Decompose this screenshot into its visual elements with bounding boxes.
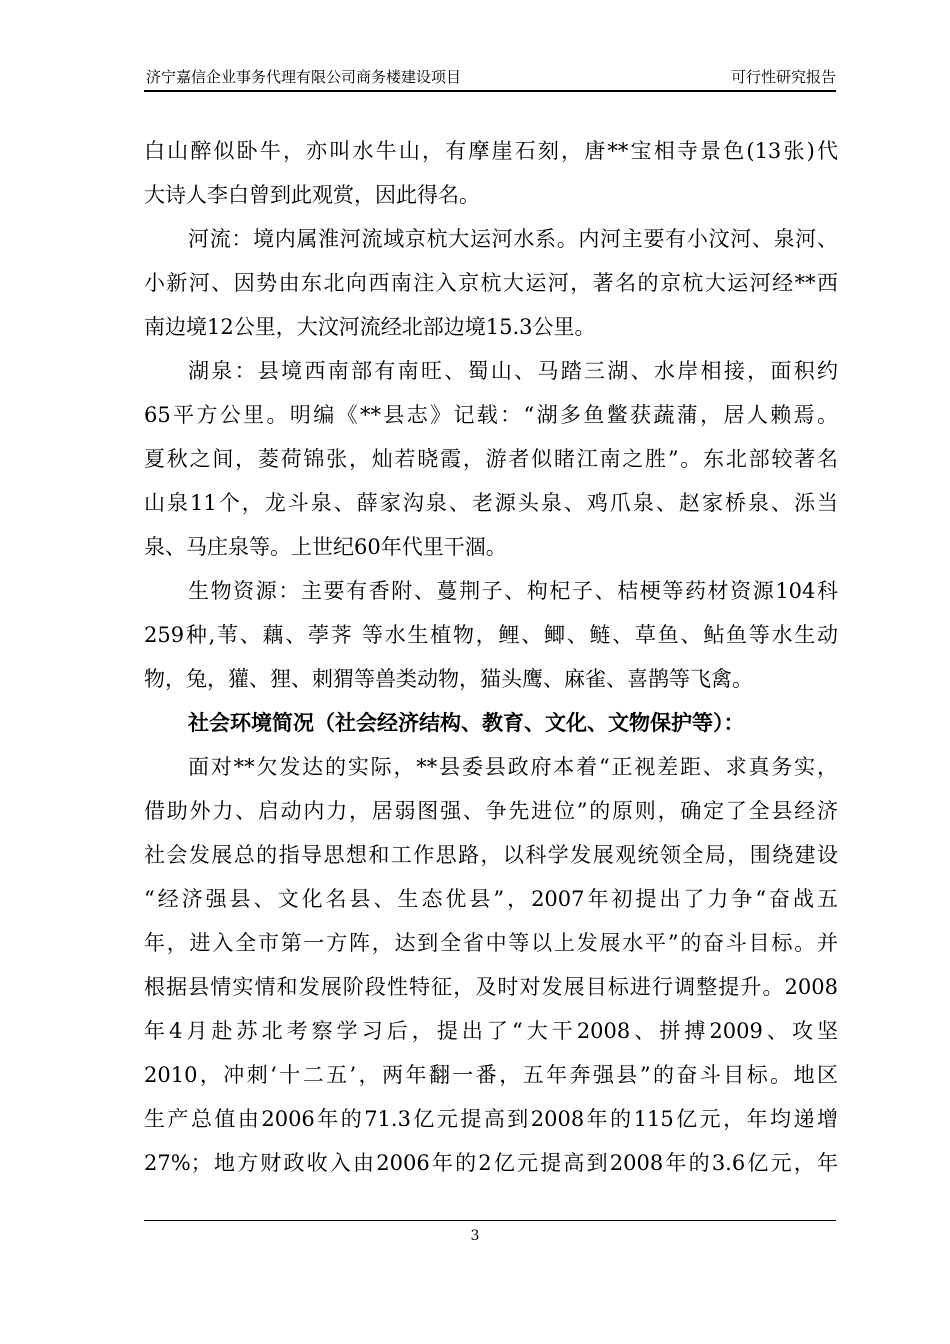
text-line: “经济强县、文化名县、生态优县”，2007年初提出了力争“奋战五 [144,887,838,911]
text-line: 山泉11个，龙斗泉、薛家沟泉、老源头泉、鸡爪泉、赵家桥泉、泺当 [144,491,838,515]
text-line: 根据县情实情和发展阶段性特征，及时对发展目标进行调整提升。2008 [144,975,838,999]
text-line: 面对**欠发达的实际，**县委县政府本着“正视差距、求真务实， [188,755,838,779]
document-body [144,129,838,1185]
page-number: 3 [470,1228,480,1244]
text-line: 259种,苇、藕、荸荠 等水生植物，鲤、鲫、鲢、草鱼、鲇鱼等水生动 [144,623,838,647]
footer-divider [144,1220,836,1221]
text-line: 白山醉似卧牛，亦叫水牛山，有摩崖石刻，唐**宝相寺景色(13张)代 [144,139,838,163]
text-line: 小新河、因势由东北向西南注入京杭大运河，著名的京杭大运河经**西 [144,271,838,295]
text-line: 65平方公里。明编《**县志》记载：“湖多鱼鳖获蔬蒲，居人赖焉。 [144,403,838,427]
text-line: 生产总值由2006年的71.3亿元提高到2008年的115亿元，年均递增 [144,1107,838,1131]
text-line: 夏秋之间，菱荷锦张，灿若晓霞，游者似睹江南之胜”。东北部较著名 [144,447,838,471]
text-line: 2010，冲刺‘十二五’，两年翻一番，五年奔强县”的奋斗目标。地区 [144,1063,838,1087]
text-line: 借助外力、启动内力，居弱图强、争先进位”的原则，确定了全县经济 [144,799,838,823]
text-line: 年4月赴苏北考察学习后，提出了“大干2008、拼搏2009、攻坚 [144,1019,838,1043]
text-line: 湖泉：县境西南部有南旺、蜀山、马踏三湖、水岸相接，面积约 [188,359,838,383]
text-line: 南边境12公里，大汶河流经北部边境15.3公里。 [144,315,596,339]
section-heading: 社会环境简况（社会经济结构、教育、文化、文物保护等）： [188,710,745,735]
text-line: 社会发展总的指导思想和工作思路，以科学发展观统领全局，围绕建设 [144,843,838,867]
text-line: 河流：境内属淮河流域京杭大运河水系。内河主要有小汶河、泉河、 [188,227,838,251]
text-line: 27%；地方财政收入由2006年的2亿元提高到2008年的3.6亿元，年 [144,1151,838,1175]
text-line: 泉、马庄泉等。上世纪60年代里干涸。 [144,535,507,559]
page-header [144,60,836,92]
text-line: 生物资源：主要有香附、蔓荆子、枸杞子、桔梗等药材资源104科 [188,579,838,603]
text-line: 物，兔，獾、狸、刺猬等兽类动物，猫头鹰、麻雀、喜鹊等飞禽。 [144,667,753,691]
text-line: 年，进入全市第一方阵，达到全省中等以上发展水平”的奋斗目标。并 [144,931,838,955]
header-report-type: 可行性研究报告 [730,68,836,86]
header-project-title: 济宁嘉信企业事务代理有限公司商务楼建设项目 [146,68,462,86]
text-line: 大诗人李白曾到此观赏，因此得名。 [144,183,480,207]
